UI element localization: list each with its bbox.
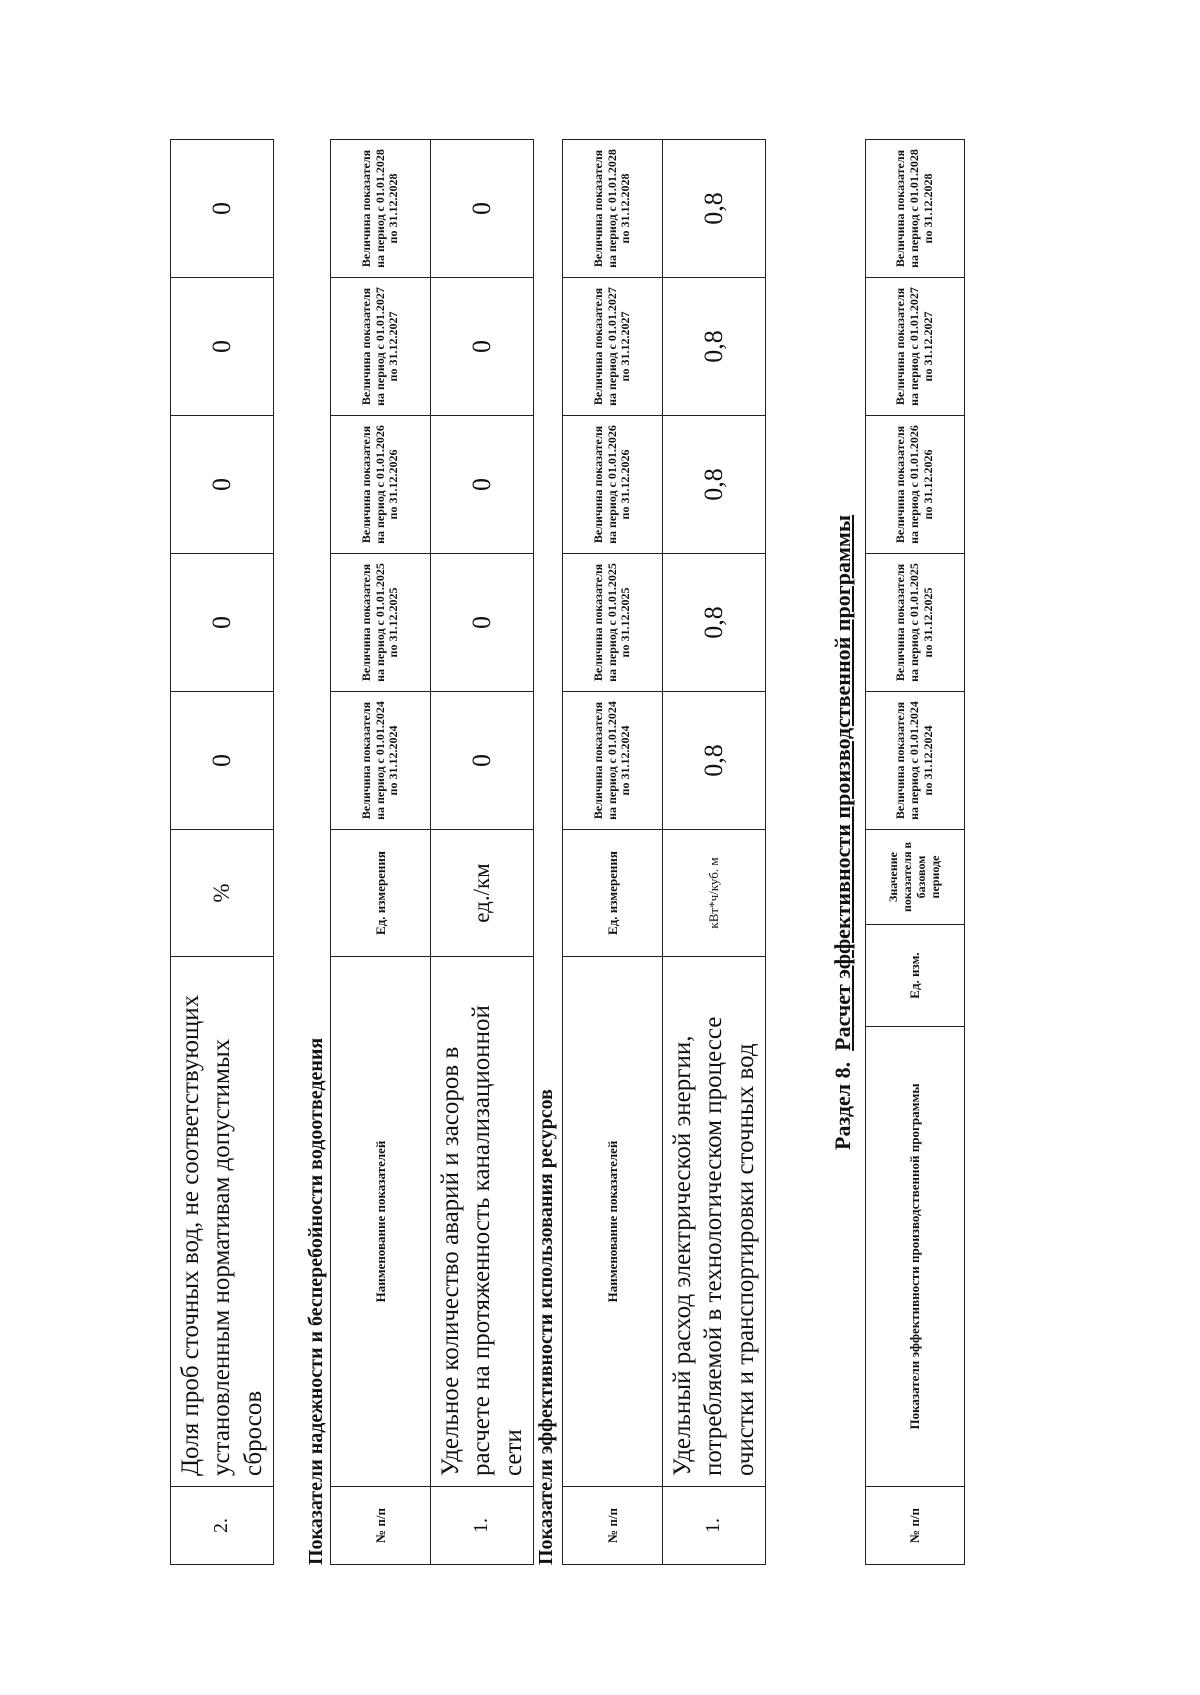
unit-cell: ед./км — [431, 830, 534, 957]
reliability-heading: Показатели надежности и бесперебойности водоотведения — [305, 1037, 327, 1565]
value-2027: 0 — [431, 278, 534, 416]
col-header-name: Наименование показателей — [331, 957, 431, 1487]
col-header-period-2027: Величина показателя на период с 01.01.2027 по 31.12.2027 — [331, 278, 431, 416]
col-header-num: № п/п — [866, 1487, 965, 1565]
col-header-period-2028: Величина показателя на период с 01.01.2028 по 31.12.2028 — [563, 140, 663, 278]
resources-table — [562, 139, 766, 1565]
value-2025: 0,8 — [663, 554, 766, 692]
section-8-number: Раздел 8. — [830, 1061, 855, 1150]
col-header-name: Показатели эффективности производственной программы — [866, 1027, 965, 1487]
indicator-name: Удельный расход электрической энергии, потребляемой в технологическом процессе очистки и транспортировки сточных вод — [663, 957, 766, 1487]
col-header-unit: Ед. измерения — [331, 830, 431, 957]
col-header-period-2024: Величина показателя на период с 01.01.2024 по 31.12.2024 — [331, 692, 431, 830]
col-header-period-2025: Величина показателя на период с 01.01.2025 по 31.12.2025 — [563, 554, 663, 692]
value-2028: 0,8 — [663, 140, 766, 278]
table-row — [431, 140, 534, 1565]
row-number: 1. — [431, 1487, 534, 1565]
wastewater-quality-table — [170, 139, 274, 1565]
value-2024: 0 — [171, 692, 274, 830]
col-header-period-2024: Величина показателя на период с 01.01.2024 по 31.12.2024 — [866, 692, 965, 830]
col-header-period-2027: Величина показателя на период с 01.01.2027 по 31.12.2027 — [866, 278, 965, 416]
value-2028: 0 — [431, 140, 534, 278]
value-2024: 0,8 — [663, 692, 766, 830]
table-header-row — [866, 140, 965, 1565]
section-8-name: Расчет эффективности производственной программы — [830, 514, 855, 1051]
row-number: 1. — [663, 1487, 766, 1565]
table-row — [663, 140, 766, 1565]
value-2025: 0 — [431, 554, 534, 692]
indicator-name: Доля проб сточных вод, не соответствующих установленным нормативам допустимых сбросов — [171, 957, 274, 1487]
table-header-row — [331, 140, 431, 1565]
table-header-row — [563, 140, 663, 1565]
row-number: 2. — [171, 1487, 274, 1565]
unit-cell: кВт*ч/куб. м — [663, 830, 766, 957]
col-header-period-2025: Величина показателя на период с 01.01.2025 по 31.12.2025 — [866, 554, 965, 692]
resources-heading: Показатели эффективности использования ресурсов — [535, 1089, 557, 1565]
col-header-num: № п/п — [331, 1487, 431, 1565]
value-2026: 0 — [171, 416, 274, 554]
value-2026: 0 — [431, 416, 534, 554]
value-2026: 0,8 — [663, 416, 766, 554]
section-8-title — [830, 515, 856, 1150]
unit-cell: % — [171, 830, 274, 957]
value-2024: 0 — [431, 692, 534, 830]
col-header-name: Наименование показателей — [563, 957, 663, 1487]
col-header-unit: Ед. измерения — [563, 830, 663, 957]
col-header-period-2028: Величина показателя на период с 01.01.2028 по 31.12.2028 — [866, 140, 965, 278]
reliability-table — [330, 139, 534, 1565]
col-header-base: Значение показателя в базовом периоде — [866, 830, 965, 925]
value-2025: 0 — [171, 554, 274, 692]
col-header-num: № п/п — [563, 1487, 663, 1565]
value-2027: 0 — [171, 278, 274, 416]
value-2028: 0 — [171, 140, 274, 278]
efficiency-table — [865, 139, 965, 1565]
col-header-period-2026: Величина показателя на период с 01.01.2026 по 31.12.2026 — [331, 416, 431, 554]
value-2027: 0,8 — [663, 278, 766, 416]
col-header-period-2028: Величина показателя на период с 01.01.2028 по 31.12.2028 — [331, 140, 431, 278]
col-header-period-2027: Величина показателя на период с 01.01.2027 по 31.12.2027 — [563, 278, 663, 416]
col-header-unit: Ед. изм. — [866, 925, 965, 1027]
table-row — [171, 140, 274, 1565]
col-header-period-2026: Величина показателя на период с 01.01.2026 по 31.12.2026 — [563, 416, 663, 554]
col-header-period-2024: Величина показателя на период с 01.01.2024 по 31.12.2024 — [563, 692, 663, 830]
indicator-name: Удельное количество аварий и засоров в расчете на протяженность канализационной сети — [431, 957, 534, 1487]
col-header-period-2026: Величина показателя на период с 01.01.2026 по 31.12.2026 — [866, 416, 965, 554]
col-header-period-2025: Величина показателя на период с 01.01.2025 по 31.12.2025 — [331, 554, 431, 692]
